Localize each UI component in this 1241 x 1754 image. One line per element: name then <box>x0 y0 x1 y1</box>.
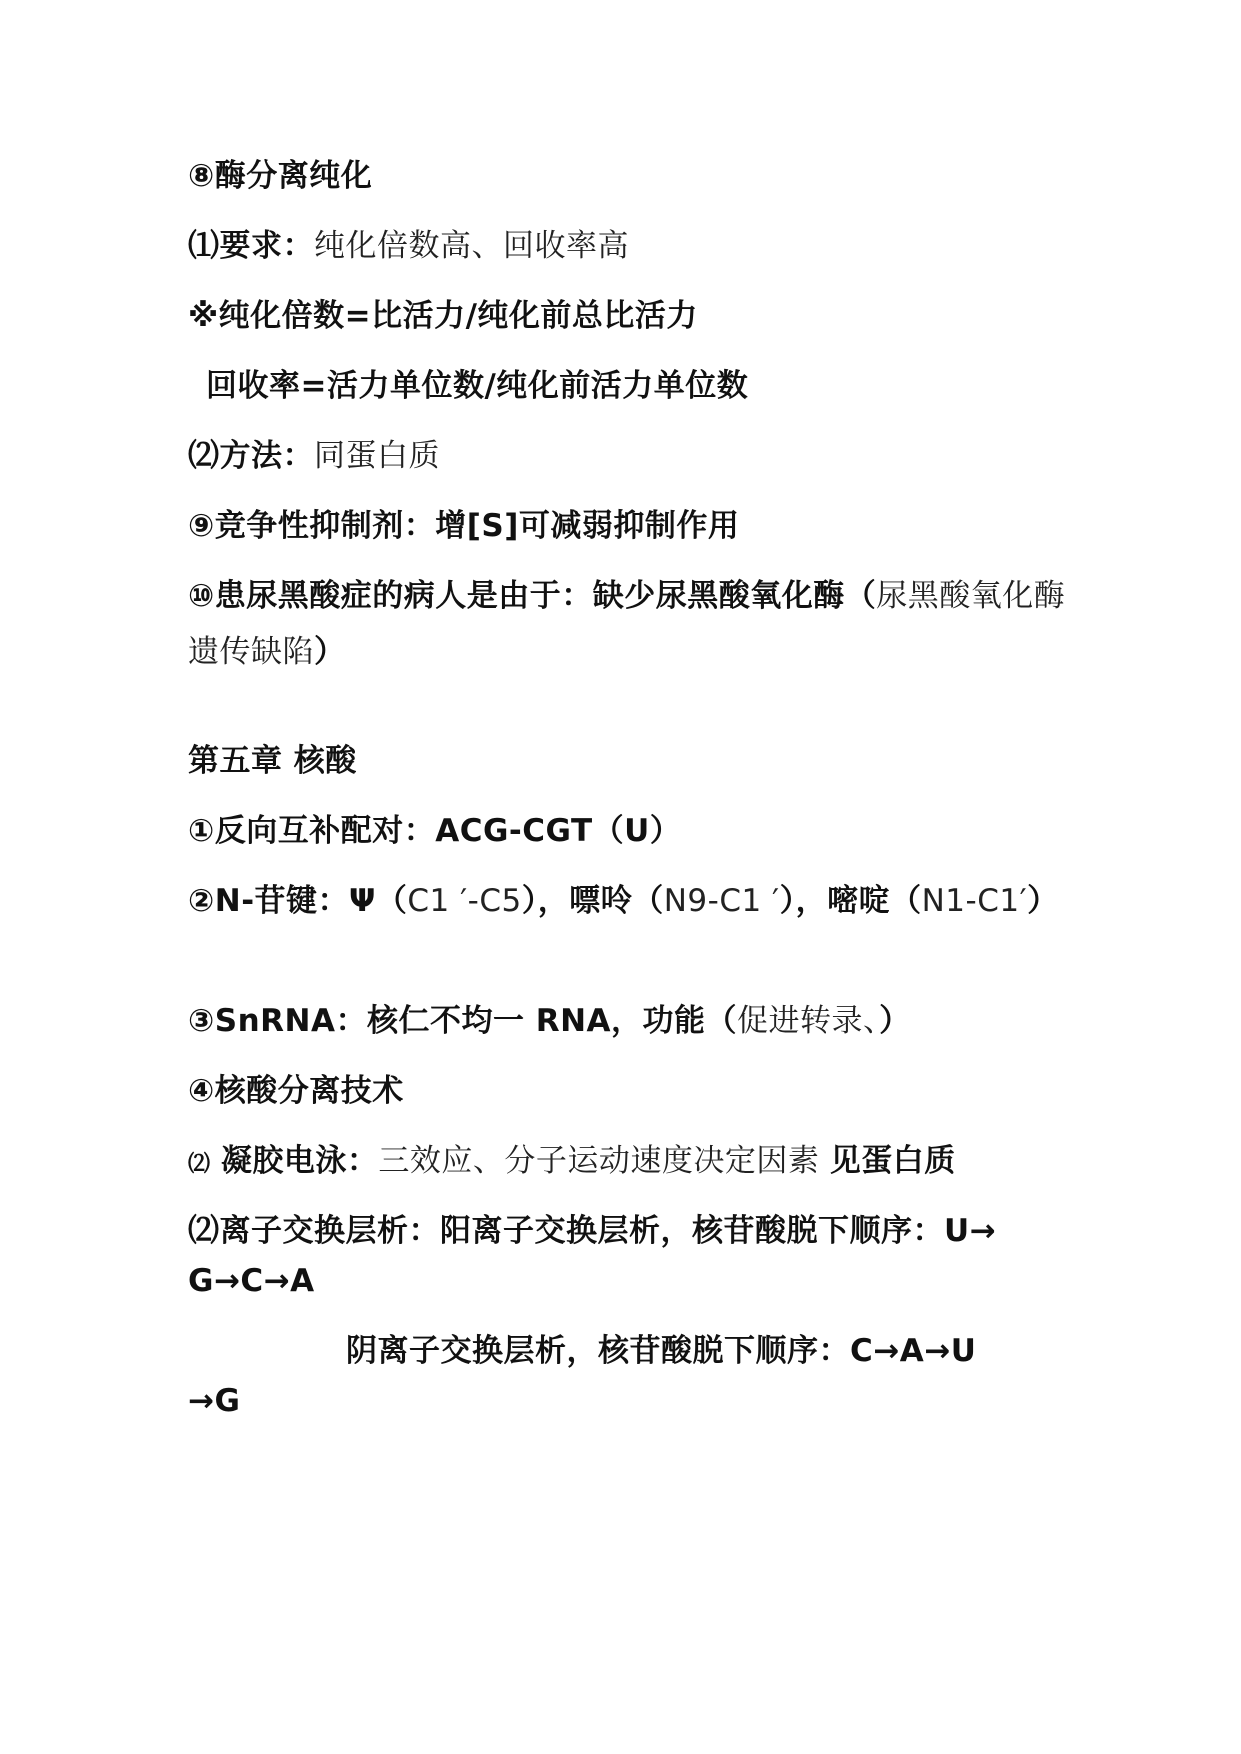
text-l3: ※纯化倍数=比活力/纯化前总比活力 <box>188 298 698 334</box>
line-ion-exchange-anion-cont <box>188 1373 1068 1429</box>
text-l15b: →G <box>188 1383 241 1419</box>
text-l7-bold: ⑩患尿黑酸症的病人是由于：缺少尿黑酸氧化酶（ <box>188 578 877 614</box>
text-l12: ④核酸分离技术 <box>188 1073 404 1109</box>
chapter-heading-nucleic-acid <box>188 733 1068 789</box>
heading-enzyme-purification <box>188 148 1068 204</box>
text-l8: 第五章 核酸 <box>188 743 357 779</box>
text-l7-normal: 尿黑酸氧化酶遗传缺陷 <box>188 578 1066 670</box>
line-purification-fold <box>188 288 1068 344</box>
line-ion-exchange-cation <box>188 1203 1068 1259</box>
text-l4: 回收率=活力单位数/纯化前活力单位数 <box>206 368 749 404</box>
text-l10-b4: ） <box>1027 883 1059 919</box>
text-l10-n1: C1 ′-C5 <box>407 883 522 919</box>
line-snrna <box>188 993 1068 1049</box>
text-l13-normal: 三效应、分子运动速度决定因素 <box>378 1143 830 1179</box>
text-l13-bold: 凝胶电泳： <box>220 1143 379 1179</box>
line-recovery-rate <box>206 358 1086 414</box>
line-alkaptonuria <box>188 568 1068 680</box>
text-l7-close: ） <box>314 634 346 670</box>
text-l10-b3: ），嘧啶（ <box>779 883 922 919</box>
line-ion-exchange-anion <box>346 1323 1068 1379</box>
text-l15a: 阴离子交换层析，核苷酸脱下顺序：C→A→U <box>346 1333 977 1369</box>
text-l11-bold: ③SnRNA：核仁不均一 RNA，功能（ <box>188 1003 738 1039</box>
text-method: 同蛋白质 <box>314 438 440 474</box>
text-l13-bold2: 见蛋白质 <box>829 1143 956 1179</box>
line-method <box>188 428 1068 484</box>
text-l11-normal: 促进转录、 <box>737 1003 880 1039</box>
text-l11-close: ） <box>879 1003 911 1039</box>
text-requirement: 纯化倍数高、回收率高 <box>314 228 629 264</box>
line-separation-techniques <box>188 1063 1068 1119</box>
text-l14b: G→C→A <box>188 1263 315 1299</box>
line-reverse-complement <box>188 803 1068 859</box>
list-marker: ⑵ <box>188 1152 211 1177</box>
line-ion-exchange-cation-cont <box>188 1253 1068 1309</box>
line-gel-electrophoresis <box>188 1133 1068 1193</box>
text-l10-b1: ②N-苷键：Ψ（ <box>188 883 408 919</box>
text-l1: ⑧酶分离纯化 <box>188 158 373 194</box>
text-l10-n2: N9-C1 ′ <box>663 883 780 919</box>
line-requirement <box>188 218 1068 274</box>
text-l6: ⑨竞争性抑制剂：增[S]可减弱抑制作用 <box>188 508 740 544</box>
text-l9: ①反向互补配对：ACG-CGT（U） <box>188 813 682 849</box>
line-glycosidic-bond <box>188 873 1068 929</box>
text-l10-n3: N1-C1′ <box>921 883 1028 919</box>
text-l10-b2: ），嘌呤（ <box>521 883 664 919</box>
label-requirement: ⑴要求： <box>188 228 314 264</box>
line-competitive-inhibitor <box>188 498 1068 554</box>
text-l14a: ⑵离子交换层析：阳离子交换层析，核苷酸脱下顺序：U→ <box>188 1213 997 1249</box>
label-method: ⑵方法： <box>188 438 314 474</box>
